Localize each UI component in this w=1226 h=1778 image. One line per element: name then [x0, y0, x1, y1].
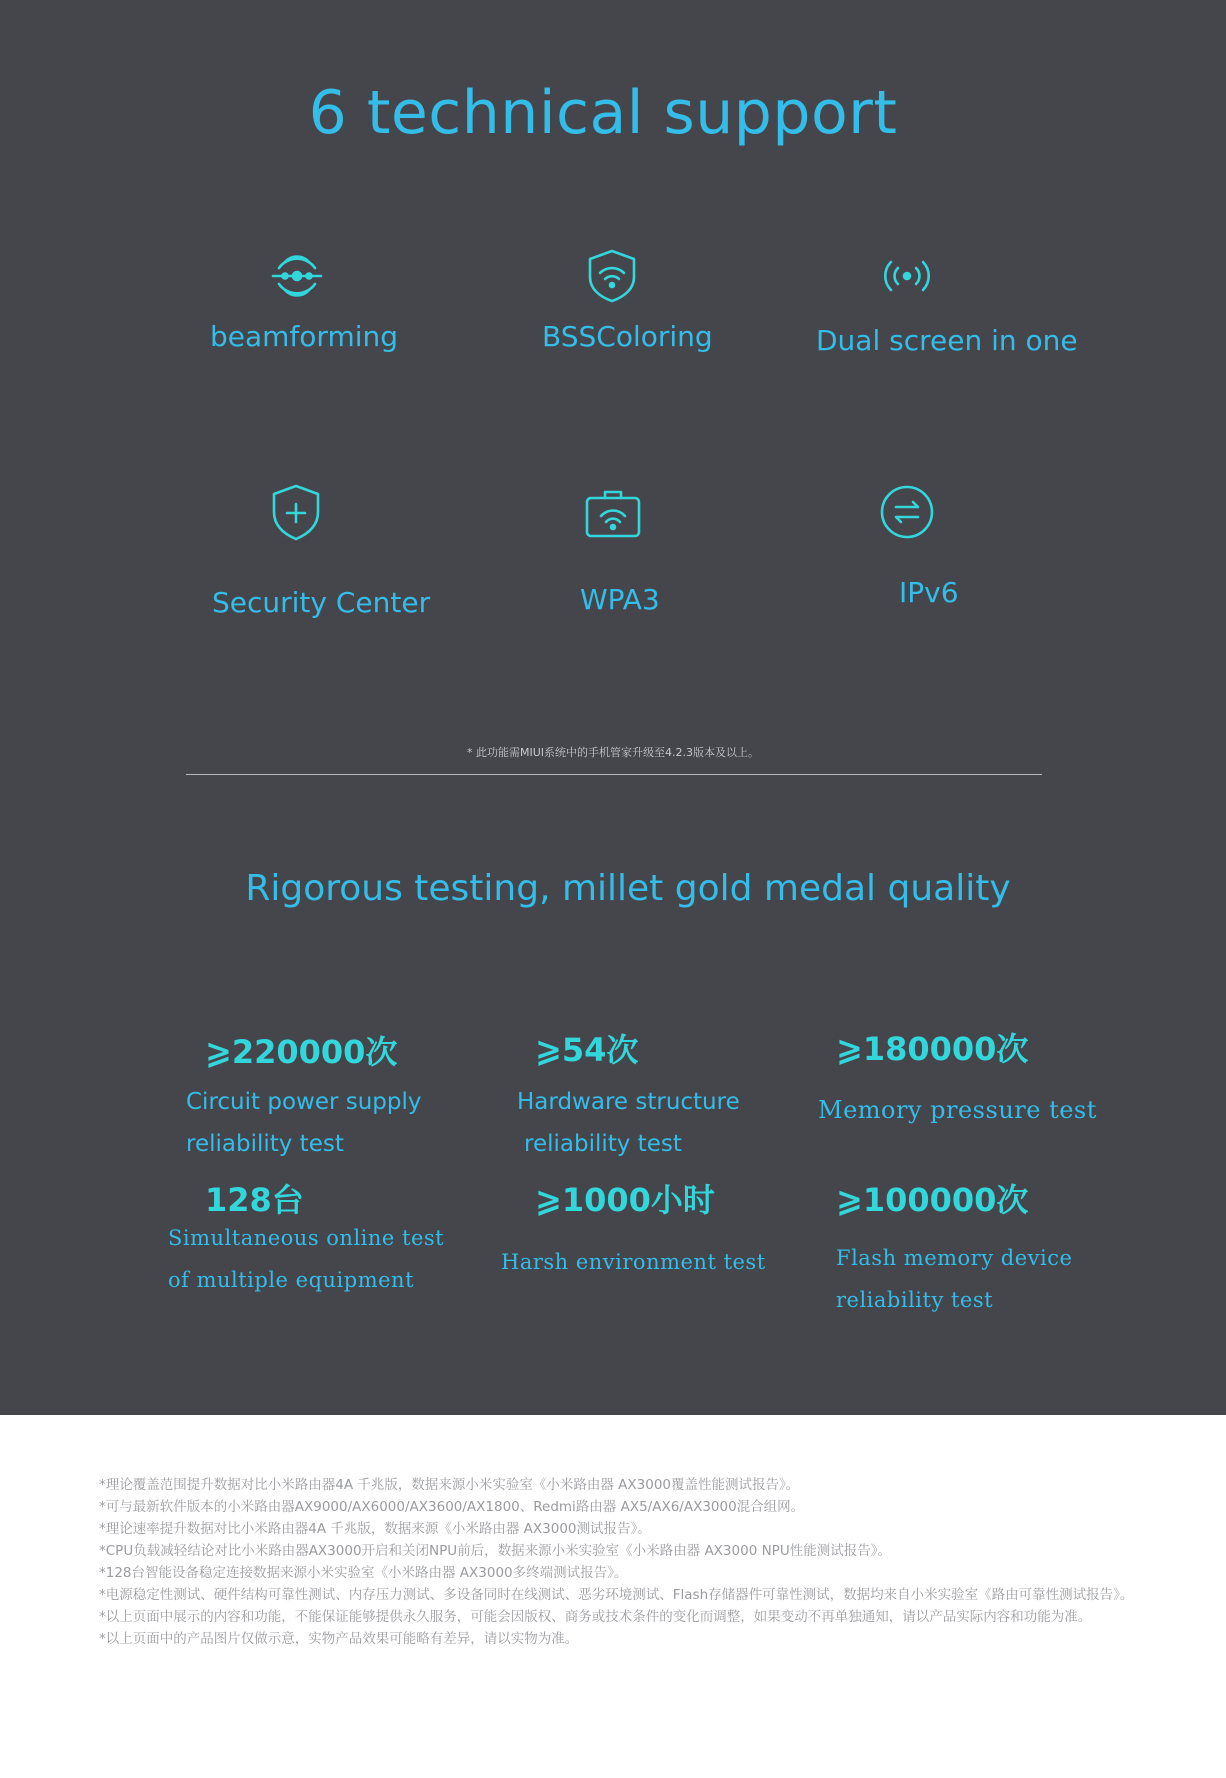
beamforming-icon: [267, 246, 327, 306]
shield-plus-icon: [266, 482, 326, 542]
stat-desc-memory-pressure: Memory pressure test: [818, 1096, 1097, 1124]
feature-label-ipv6: IPv6: [899, 576, 959, 609]
stat-desc-hardware-structure: [517, 1081, 740, 1165]
stat-desc-line: reliability test: [524, 1131, 682, 1157]
stat-desc-power-supply: [186, 1081, 422, 1165]
feature-label-beamforming: beamforming: [210, 320, 399, 353]
stat-value-memory-pressure: ⩾180000次: [836, 1030, 1029, 1068]
page-title: 6 technical support: [308, 78, 898, 148]
disclaimer-item: *CPU负载减轻结论对比小米路由器AX3000开启和关闭NPU前后，数据来源小米实验室《小米路由器 AX3000 NPU性能测试报告》。: [99, 1543, 891, 1559]
disclaimer-item: *电源稳定性测试、硬件结构可靠性测试、内存压力测试、多设备同时在线测试、恶劣环境测试、Flash存储器件可靠性测试，数据均来自小米实验室《路由可靠性测试报告》。: [99, 1587, 1134, 1603]
stat-desc-line: Simultaneous online test: [168, 1226, 445, 1250]
feature-label-dual-screen: Dual screen in one: [816, 324, 1078, 357]
stat-desc-flash-memory: [836, 1237, 1072, 1321]
stat-desc-line: Circuit power supply: [186, 1089, 422, 1115]
stat-desc-harsh-environment: Harsh environment test: [501, 1250, 766, 1274]
stat-value-hardware-structure: ⩾54次: [535, 1031, 639, 1069]
stat-desc-line: of multiple equipment: [168, 1268, 415, 1292]
stat-value-power-supply: ⩾220000次: [205, 1033, 398, 1071]
disclaimer-item: *以上页面中展示的内容和功能，不能保证能够提供永久服务，可能会因版权、商务或技术条件的变化而调整，如果变动不再单独通知，请以产品实际内容和功能为准。: [99, 1609, 1092, 1625]
feature-label-security-center: Security Center: [212, 586, 431, 619]
disclaimer-item: *理论速率提升数据对比小米路由器4A 千兆版，数据来源《小米路由器 AX3000测试报告》。: [99, 1521, 651, 1537]
stat-desc-online-devices: [168, 1217, 444, 1301]
stat-value-online-devices: 128台: [205, 1181, 304, 1219]
testing-title: Rigorous testing, millet gold medal quality: [245, 868, 1011, 909]
feature-label-wpa3: WPA3: [580, 583, 660, 616]
disclaimer-list: [99, 1474, 1161, 1650]
disclaimer-item: *128台智能设备稳定连接数据来源小米实验室《小米路由器 AX3000多终端测试报告》。: [99, 1565, 628, 1581]
stat-desc-line: reliability test: [186, 1131, 344, 1157]
wifi-briefcase-icon: [583, 484, 643, 544]
disclaimer-item: *理论覆盖范围提升数据对比小米路由器4A 千兆版，数据来源小米实验室《小米路由器 AX3000覆盖性能测试报告》。: [99, 1477, 800, 1493]
feature-footnote: * 此功能需MIUI系统中的手机管家升级至4.2.3版本及以上。: [466, 746, 759, 759]
section-divider: [186, 774, 1042, 775]
feature-label-bsscoloring: BSSColoring: [542, 320, 713, 353]
signal-broadcast-icon: [877, 246, 937, 306]
exchange-arrows-icon: [877, 482, 937, 542]
stat-desc-line: reliability test: [836, 1288, 994, 1312]
wifi-shield-icon: [582, 245, 642, 305]
stat-desc-line: Flash memory device: [836, 1246, 1073, 1270]
stat-value-harsh-environment: ⩾1000小时: [535, 1181, 715, 1219]
disclaimer-item: *以上页面中的产品图片仅做示意，实物产品效果可能略有差异，请以实物为准。: [99, 1631, 579, 1647]
stat-value-flash-memory: ⩾100000次: [836, 1181, 1029, 1219]
disclaimer-item: *可与最新软件版本的小米路由器AX9000/AX6000/AX3600/AX1800、Redmi路由器 AX5/AX6/AX3000混合组网。: [99, 1499, 805, 1515]
stat-desc-line: Hardware structure: [517, 1089, 740, 1115]
